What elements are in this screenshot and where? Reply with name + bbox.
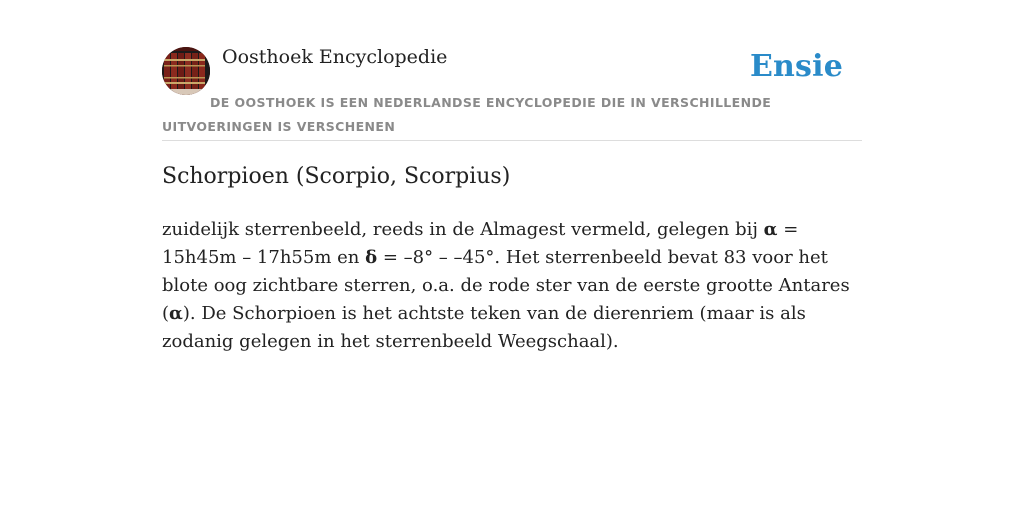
body-text-3: = –8° – –45°. Het sterrenbeeld bevat 83 voor het blote oog zichtbare sterren, o.a. de rode ster van de eerste grootte Antares ( <box>162 247 850 324</box>
page-container <box>162 44 862 352</box>
books-icon <box>162 47 210 95</box>
body-text-1: zuidelijk sterrenbeeld, reeds in de Almagest vermeld, gelegen bij <box>162 219 764 240</box>
delta-symbol: δ <box>365 247 378 268</box>
body-text-4: ). De Schorpioen is het achtste teken van de dierenriem (maar is als zodanig gelegen in het sterrenbeeld Weegschaal). <box>162 303 806 352</box>
alpha-symbol: α <box>763 219 778 240</box>
article-title: Schorpioen (Scorpio, Scorpius) <box>162 164 511 189</box>
site-title[interactable]: Oosthoek Encyclopedie <box>222 46 448 68</box>
site-tagline: DE OOSTHOEK IS EEN NEDERLANDSE ENCYCLOPEDIE DIE IN VERSCHILLENDE UITVOERINGEN IS VERSCHENEN <box>162 95 772 134</box>
body-text-2: = 15h45m – 17h55m en <box>162 219 799 268</box>
encyclopedia-books-avatar[interactable] <box>162 47 210 95</box>
brand-logo[interactable]: Ensie <box>749 49 843 84</box>
site-header <box>162 44 862 141</box>
alpha-symbol-2: α <box>169 303 183 324</box>
article-body <box>162 216 862 356</box>
